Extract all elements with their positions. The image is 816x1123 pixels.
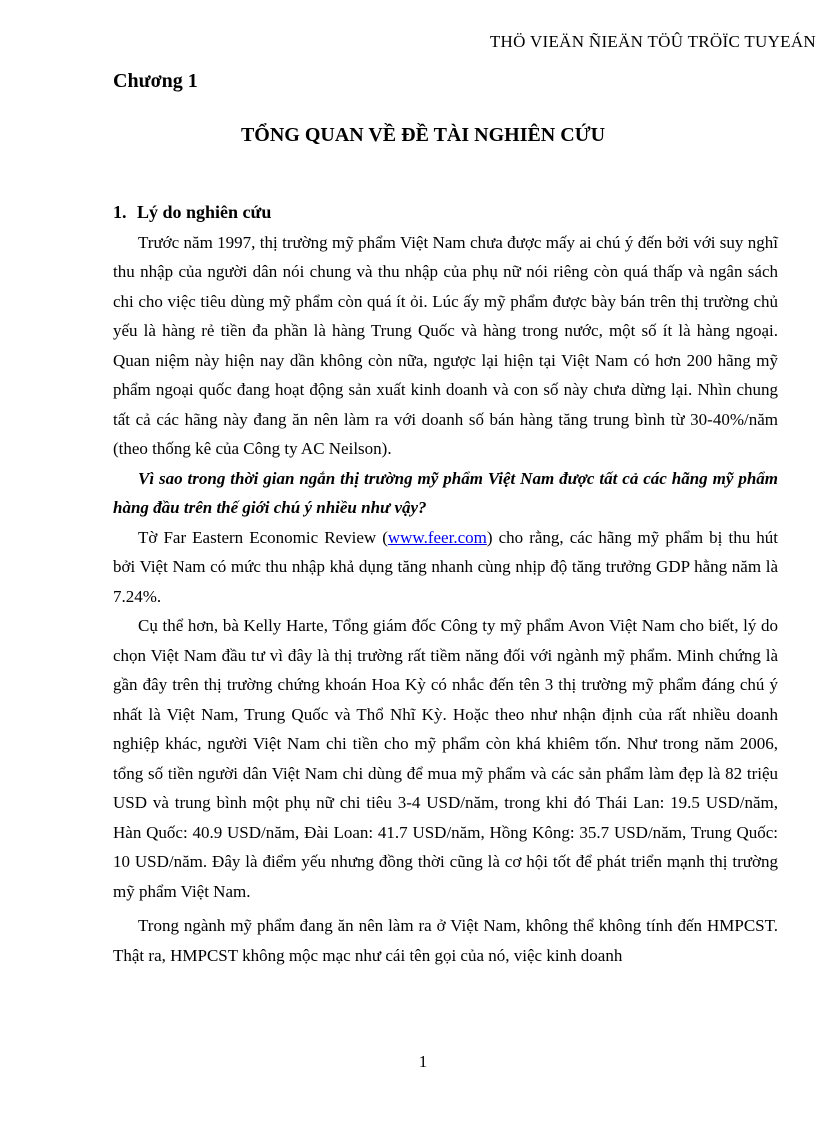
- section-number: 1.: [113, 202, 127, 222]
- feer-link[interactable]: www.feer.com: [387, 527, 487, 547]
- chapter-title: TỔNG QUAN VỀ ĐỀ TÀI NGHIÊN CỨU: [240, 124, 606, 146]
- document-body: [113, 198, 778, 970]
- library-header: THÖ VIEÄN ÑIEÄN TÖÛ TRÖÏC TUYEÁN: [489, 32, 816, 51]
- page-number: 1: [418, 1052, 428, 1071]
- paragraph-avon: Cụ thể hơn, bà Kelly Harte, Tổng giám đốc Công ty mỹ phẩm Avon Việt Nam cho biết, lý do chọn Việt Nam đầu tư vì đây là thị trường rất tiềm năng đối với ngành mỹ phẩm. Minh chứng là gần đây trên thị trường chứng khoán Hoa Kỳ có nhắc đến tên 3 thị trường mỹ phẩm đáng chú ý nhất là Việt Nam, Trung Quốc và Thổ Nhĩ Kỳ. Hoặc theo như nhận định của rất nhiều doanh nghiệp khác, người Việt Nam chi tiền cho mỹ phẩm còn khá khiêm tốn. Như trong năm 2006, tổng số tiền người dân Việt Nam chi dùng để mua mỹ phẩm và các sản phẩm làm đẹp là 82 triệu USD và trung bình một phụ nữ chi tiêu 3-4 USD/năm, trong khi đó Thái Lan: 19.5 USD/năm, Hàn Quốc: 40.9 USD/năm, Đài Loan: 41.7 USD/năm, Hồng Kông: 35.7 USD/năm, Trung Quốc: 10 USD/năm. Đây là điểm yếu nhưng đồng thời cũng là cơ hội tốt để phát triển mạnh thị trường mỹ phẩm Việt Nam.: [113, 616, 778, 901]
- paragraph-hmpcst: Trong ngành mỹ phẩm đang ăn nên làm ra ở Việt Nam, không thể không tính đến HMPCST. Thật ra, HMPCST không mộc mạc như cái tên gọi của nó, việc kinh doanh: [113, 916, 778, 965]
- chapter-label: Chương 1: [113, 70, 198, 92]
- section-heading: [113, 198, 778, 228]
- feer-text-after: ) cho rằng, các hãng mỹ phẩm bị thu hút bởi Việt Nam có mức thu nhập khả dụng tăng nhanh cùng nhịp độ tăng trưởng GDP hằng năm là 7.24%.: [113, 527, 778, 606]
- feer-text-before: Tờ Far Eastern Economic Review (: [138, 527, 388, 547]
- paragraph-feer: [113, 523, 778, 612]
- paragraph-1: Trước năm 1997, thị trường mỹ phẩm Việt Nam chưa được mấy ai chú ý đến bởi với suy nghĩ thu nhập của người dân nói chung và thu nhập của phụ nữ nói riêng còn quá thấp và ngân sách chi cho việc tiêu dùng mỹ phẩm còn quá ít ỏi. Lúc ấy mỹ phẩm được bày bán trên thị trường chủ yếu là hàng rẻ tiền đa phần là hàng Trung Quốc và hàng trong nước, một số ít là hàng ngoại. Quan niệm này hiện nay dần không còn nữa, ngược lại hiện tại Việt Nam có hơn 200 hãng mỹ phẩm ngoại quốc đang hoạt động sản xuất kinh doanh và con số này chưa dừng lại. Nhìn chung tất cả các hãng này đang ăn nên làm ra với doanh số bán hàng tăng trung bình từ 30-40%/năm (theo thống kê của Công ty AC Neilson).: [113, 232, 778, 458]
- question-paragraph: Vì sao trong thời gian ngắn thị trường mỹ phẩm Việt Nam được tất cả các hãng mỹ phẩm hàng đầu trên thế giới chú ý nhiều như vậy?: [113, 468, 778, 517]
- section-title: Lý do nghiên cứu: [137, 202, 272, 222]
